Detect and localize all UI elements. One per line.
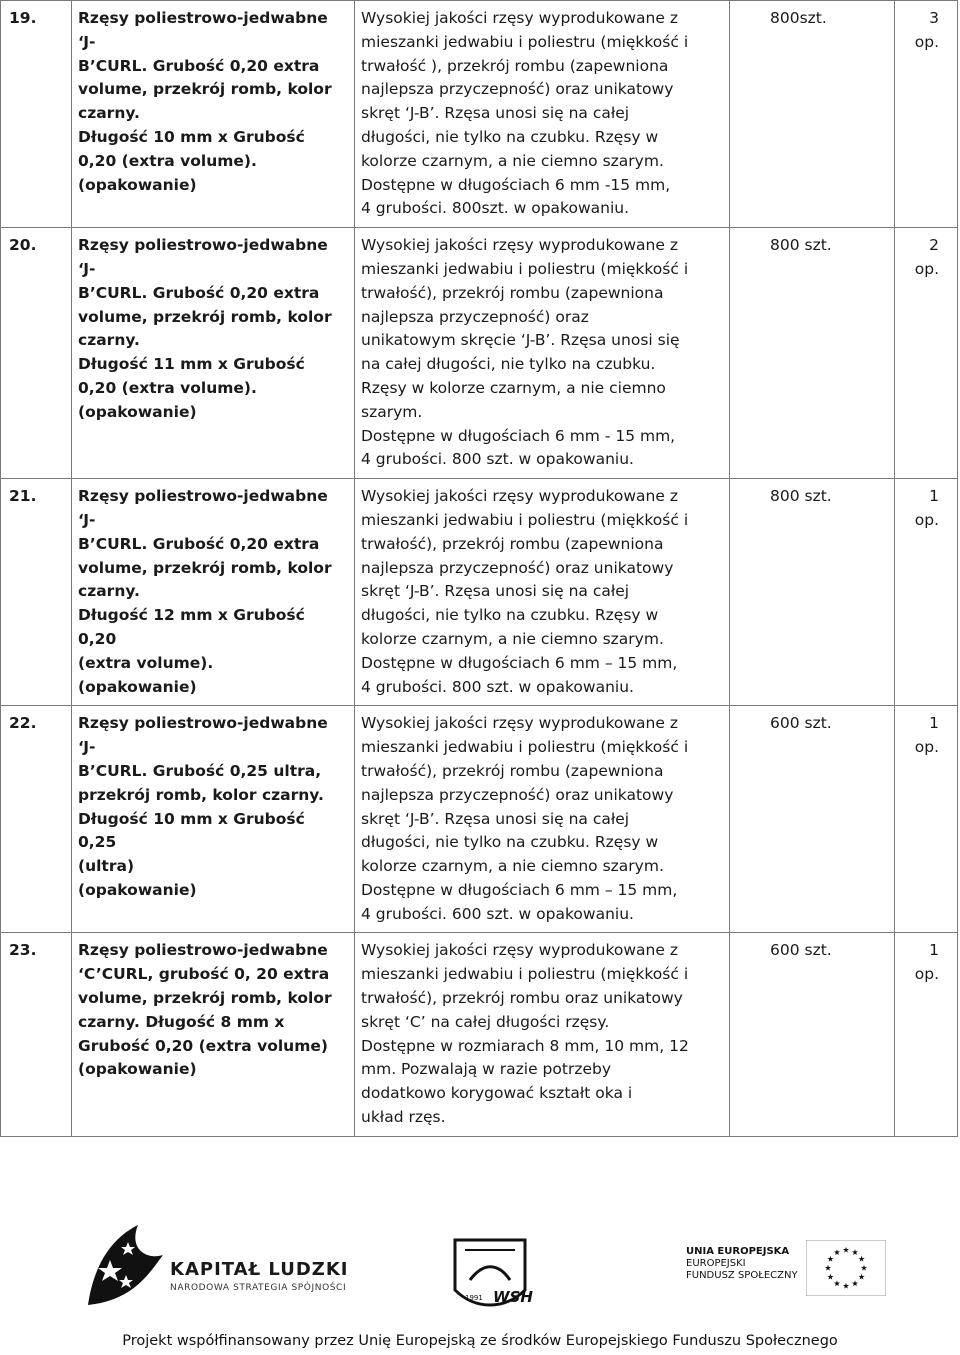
- product-description-line: 4 grubości. 800 szt. w opakowaniu.: [361, 677, 634, 696]
- product-description: [355, 933, 730, 1136]
- product-name-line: volume, przekrój romb, kolor: [78, 558, 332, 577]
- product-description-line: długości, nie tylko na czubku. Rzęsy w: [361, 606, 659, 625]
- product-description-line: długości, nie tylko na czubku. Rzęsy w: [361, 833, 659, 852]
- product-description-line: Dostępne w długościach 6 mm – 15 mm,: [361, 653, 678, 672]
- product-name: [72, 228, 355, 479]
- ue-line-2: EUROPEJSKI: [686, 1258, 746, 1269]
- wsh-logo: [435, 1220, 545, 1315]
- order-count: 1 op.: [895, 933, 958, 1136]
- product-description: [355, 479, 730, 706]
- product-name-line: (extra volume).: [78, 653, 214, 672]
- product-description-line: trwałość), przekrój rombu (zapewniona: [361, 283, 664, 302]
- product-description-line: skręt ‘C’ na całej długości rzęsy.: [361, 1012, 610, 1031]
- product-name-line: ‘C’CURL, grubość 0, 20 extra: [78, 965, 330, 984]
- product-description-line: 4 grubości. 800szt. w opakowaniu.: [361, 199, 630, 218]
- product-description-line: układ rzęs.: [361, 1108, 446, 1127]
- product-description-line: skręt ‘J-B’. Rzęsa unosi się na całej: [361, 809, 630, 828]
- product-description-line: 4 grubości. 600 szt. w opakowaniu.: [361, 904, 634, 923]
- product-description-line: szarym.: [361, 402, 423, 421]
- product-description-line: skręt ‘J-B’. Rzęsa unosi się na całej: [361, 582, 630, 601]
- package-quantity: 800 szt.: [730, 479, 895, 706]
- product-name: [72, 479, 355, 706]
- product-name-line: B’CURL. Grubość 0,20 extra: [78, 283, 320, 302]
- row-number: 20.: [1, 228, 72, 479]
- product-name-line: Długość 10 mm x Grubość: [78, 127, 305, 146]
- ue-line-1: UNIA EUROPEJSKA: [686, 1246, 790, 1257]
- product-name-line: czarny.: [78, 104, 140, 123]
- product-name-line: 0,20 (extra volume).: [78, 378, 257, 397]
- product-description-line: dodatkowo korygować kształt oka i: [361, 1084, 633, 1103]
- product-description-line: najlepsza przyczepność) oraz unikatowy: [361, 558, 674, 577]
- product-description-line: mm. Pozwalają w razie potrzeby: [361, 1060, 612, 1079]
- product-description-line: Dostępne w długościach 6 mm - 15 mm,: [361, 426, 676, 445]
- product-name-line: volume, przekrój romb, kolor: [78, 307, 332, 326]
- product-description-line: Dostępne w rozmiarach 8 mm, 10 mm, 12: [361, 1036, 689, 1055]
- product-name-line: volume, przekrój romb, kolor: [78, 80, 332, 99]
- product-description-line: Rzęsy w kolorze czarnym, a nie ciemno: [361, 378, 666, 397]
- order-count: 1 op.: [895, 479, 958, 706]
- product-name-line: (opakowanie): [78, 175, 197, 194]
- footer-logos: [0, 1220, 960, 1320]
- package-quantity: 600 szt.: [730, 706, 895, 933]
- product-description-line: Wysokiej jakości rzęsy wyprodukowane z: [361, 714, 678, 733]
- product-description-line: Dostępne w długościach 6 mm – 15 mm,: [361, 880, 678, 899]
- row-number: 23.: [1, 933, 72, 1136]
- product-description-line: mieszanki jedwabiu i poliestru (miękkość i: [361, 32, 689, 51]
- table-row: [1, 706, 958, 933]
- product-description-line: trwałość), przekrój rombu oraz unikatowy: [361, 989, 683, 1008]
- row-number: 22.: [1, 706, 72, 933]
- product-description-line: mieszanki jedwabiu i poliestru (miękkość i: [361, 259, 689, 278]
- product-name-line: Rzęsy poliestrowo-jedwabne ‘J-: [78, 487, 328, 529]
- row-number: 21.: [1, 479, 72, 706]
- wsh-label: WSH: [493, 1288, 533, 1306]
- product-description-line: Wysokiej jakości rzęsy wyprodukowane z: [361, 9, 678, 27]
- product-description-line: Wysokiej jakości rzęsy wyprodukowane z: [361, 236, 678, 255]
- table-row: [1, 228, 958, 479]
- product-description-line: najlepsza przyczepność) oraz unikatowy: [361, 785, 674, 804]
- product-description-line: trwałość), przekrój rombu (zapewniona: [361, 534, 664, 553]
- ue-text: [686, 1246, 798, 1282]
- order-count: 3 op.: [895, 1, 958, 228]
- product-name-line: (opakowanie): [78, 677, 197, 696]
- kapital-ludzki-logo: [78, 1230, 358, 1314]
- ue-line-3: FUNDUSZ SPOŁECZNY: [686, 1270, 798, 1281]
- package-quantity: 800szt.: [730, 1, 895, 228]
- product-description-line: Wysokiej jakości rzęsy wyprodukowane z: [361, 487, 678, 506]
- product-name-line: Długość 11 mm x Grubość: [78, 355, 305, 374]
- product-description: [355, 706, 730, 933]
- product-description-line: najlepsza przyczepność) oraz unikatowy: [361, 80, 674, 99]
- product-name-line: 0,20 (extra volume).: [78, 151, 257, 170]
- product-name-line: (opakowanie): [78, 880, 197, 899]
- product-description-line: trwałość), przekrój rombu (zapewniona: [361, 761, 664, 780]
- package-quantity: 800 szt.: [730, 228, 895, 479]
- product-name-line: Grubość 0,20 (extra volume): [78, 1036, 328, 1055]
- product-description-line: mieszanki jedwabiu i poliestru (miękkość i: [361, 510, 689, 529]
- product-name-line: czarny. Długość 8 mm x: [78, 1012, 285, 1031]
- product-description-line: Wysokiej jakości rzęsy wyprodukowane z: [361, 941, 678, 960]
- table-row: [1, 1, 958, 228]
- product-name-line: (opakowanie): [78, 1060, 197, 1079]
- eu-flag-icon: [806, 1240, 886, 1296]
- kapital-ludzki-emblem-icon: [78, 1220, 168, 1310]
- product-name-line: Rzęsy poliestrowo-jedwabne: [78, 941, 328, 960]
- table-row: [1, 933, 958, 1136]
- unia-europejska-logo: [686, 1240, 886, 1310]
- product-name-line: B’CURL. Grubość 0,20 extra: [78, 56, 320, 75]
- product-description-line: kolorze czarnym, a nie ciemno szarym.: [361, 857, 664, 876]
- product-name-line: przekrój romb, kolor czarny.: [78, 785, 324, 804]
- package-quantity: 600 szt.: [730, 933, 895, 1136]
- product-name-line: Rzęsy poliestrowo-jedwabne ‘J-: [78, 9, 328, 51]
- product-description-line: długości, nie tylko na czubku. Rzęsy w: [361, 127, 659, 146]
- product-name-line: B’CURL. Grubość 0,20 extra: [78, 534, 320, 553]
- product-name-line: Długość 12 mm x Grubość 0,20: [78, 606, 305, 648]
- row-number: 19.: [1, 1, 72, 228]
- product-description-line: mieszanki jedwabiu i poliestru (miękkość i: [361, 965, 689, 984]
- product-name-line: Rzęsy poliestrowo-jedwabne ‘J-: [78, 236, 328, 278]
- product-name-line: (ultra): [78, 857, 135, 876]
- order-count: 2 op.: [895, 228, 958, 479]
- product-description-line: Dostępne w długościach 6 mm -15 mm,: [361, 175, 671, 194]
- product-description: [355, 1, 730, 228]
- table-row: [1, 479, 958, 706]
- product-description-line: skręt ‘J-B’. Rzęsa unosi się na całej: [361, 104, 630, 123]
- project-footer-text: Projekt współfinansowany przez Unię Europejską ze środków Europejskiego Funduszu Społecznego: [122, 1333, 838, 1349]
- product-name-line: (opakowanie): [78, 402, 197, 421]
- order-count: 1 op.: [895, 706, 958, 933]
- product-description-line: unikatowym skręcie ‘J-B’. Rzęsa unosi się: [361, 331, 680, 350]
- product-description-line: kolorze czarnym, a nie ciemno szarym.: [361, 151, 664, 170]
- product-name: [72, 1, 355, 228]
- product-description-line: najlepsza przyczepność) oraz: [361, 307, 589, 326]
- product-description: [355, 228, 730, 479]
- kapital-ludzki-subtitle: NARODOWA STRATEGIA SPÓJNOŚCI: [170, 1283, 347, 1293]
- product-name: [72, 706, 355, 933]
- product-name: [72, 933, 355, 1136]
- product-name-line: B’CURL. Grubość 0,25 ultra,: [78, 761, 322, 780]
- product-name-line: czarny.: [78, 582, 140, 601]
- product-description-line: trwałość ), przekrój rombu (zapewniona: [361, 56, 669, 75]
- product-description-line: kolorze czarnym, a nie ciemno szarym.: [361, 629, 664, 648]
- product-name-line: Długość 10 mm x Grubość 0,25: [78, 809, 305, 852]
- product-description-line: 4 grubości. 800 szt. w opakowaniu.: [361, 450, 634, 469]
- wsh-year: 1991: [465, 1294, 483, 1302]
- product-name-line: czarny.: [78, 331, 140, 350]
- product-description-line: na całej długości, nie tylko na czubku.: [361, 355, 656, 374]
- product-name-line: Rzęsy poliestrowo-jedwabne ‘J-: [78, 714, 328, 757]
- kapital-ludzki-title: KAPITAŁ LUDZKI: [170, 1259, 349, 1280]
- product-name-line: volume, przekrój romb, kolor: [78, 989, 332, 1008]
- product-description-line: mieszanki jedwabiu i poliestru (miękkość i: [361, 738, 689, 757]
